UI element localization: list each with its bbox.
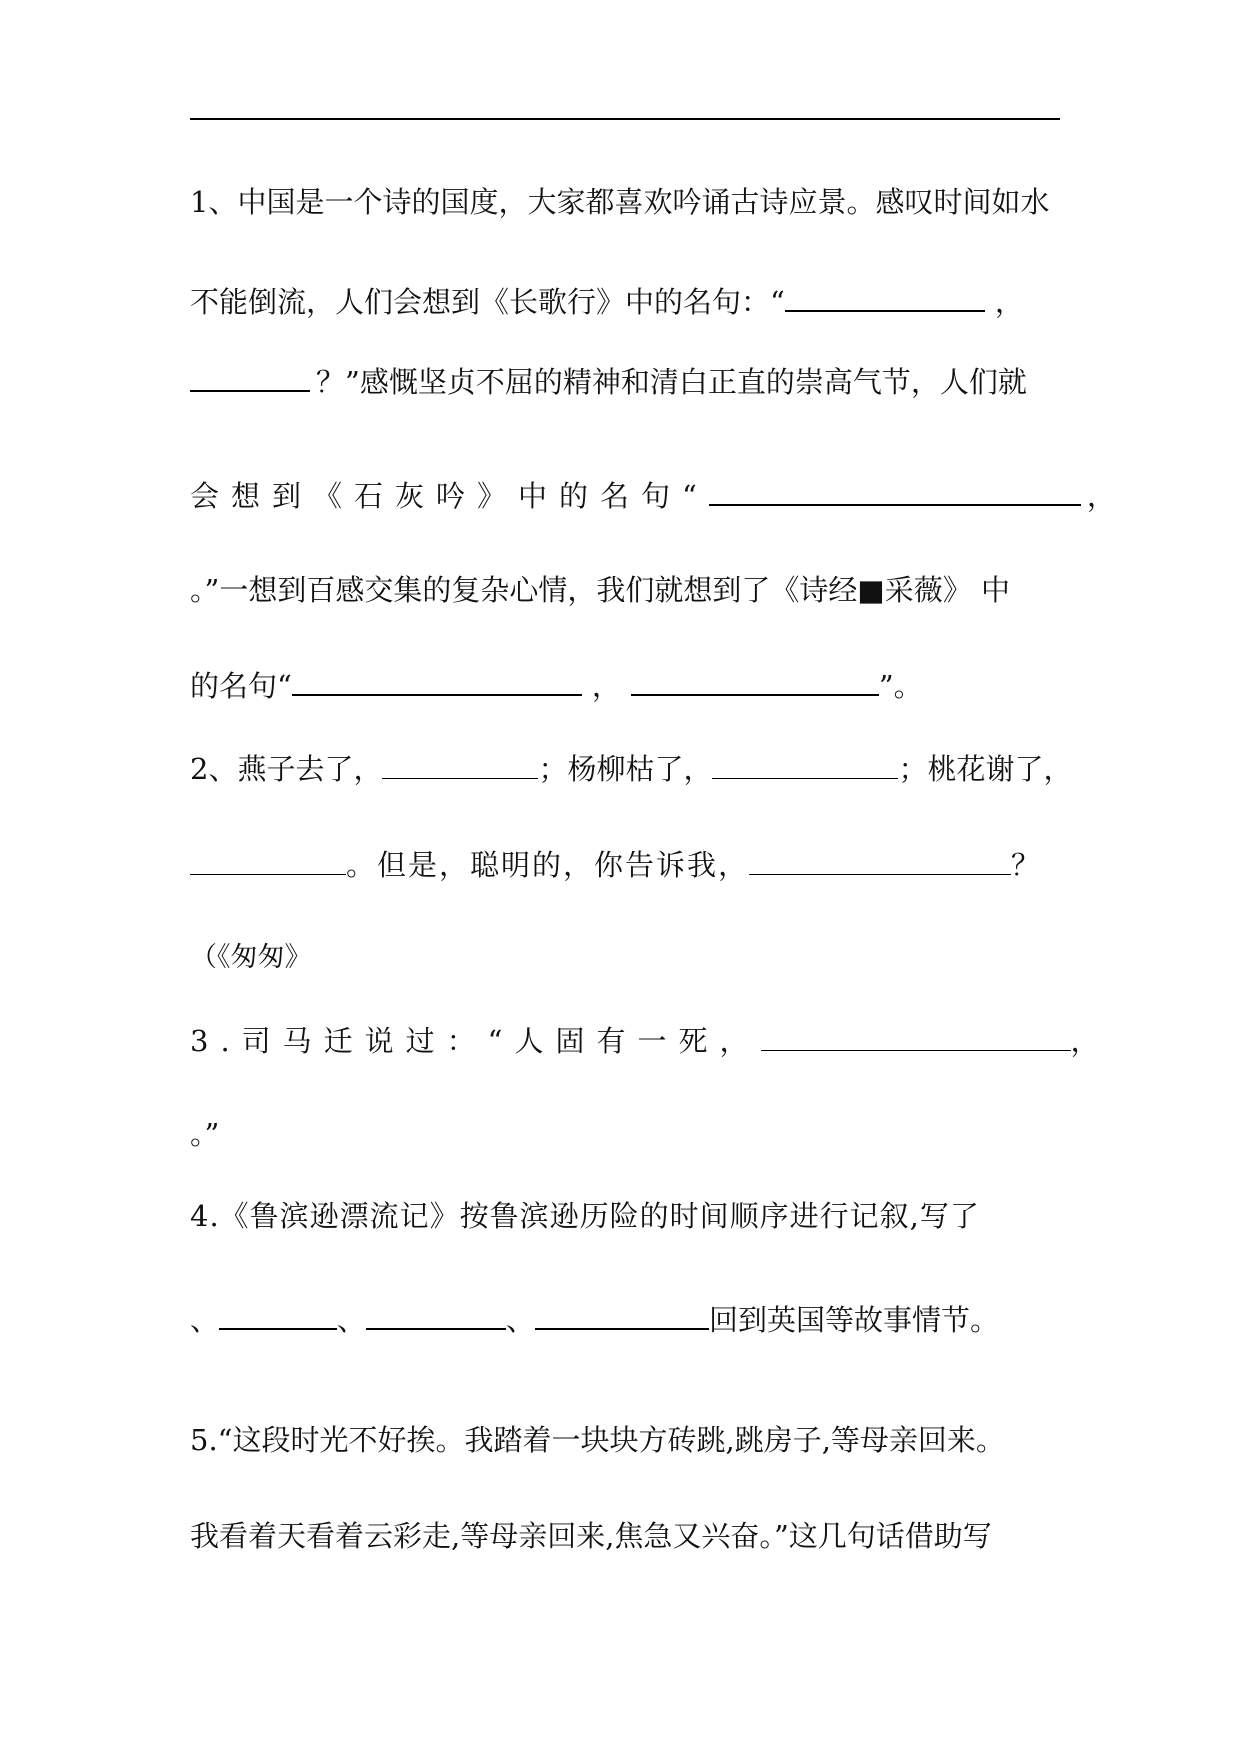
answer-blank[interactable] [190, 360, 310, 392]
q1-text-6a: 的名句“ [190, 669, 292, 703]
q2-text-2b: ？ [1011, 848, 1041, 882]
q5-line-2 [190, 1516, 992, 1556]
answer-blank[interactable] [382, 748, 538, 779]
q2-line-2 [190, 844, 1040, 885]
q3-line-2 [190, 1114, 219, 1154]
q4-text-2b: 、 [337, 1303, 367, 1337]
q1-line-5 [190, 570, 1010, 610]
answer-blank[interactable] [761, 1020, 1071, 1051]
q1-line-2 [190, 280, 1024, 322]
q1-text-6c: ”。 [878, 669, 923, 703]
q1-line-4 [190, 474, 1128, 516]
q4-text-2a: 、 [190, 1303, 220, 1337]
q1-text-4b: ， [1086, 479, 1128, 513]
answer-blank[interactable] [749, 844, 1011, 875]
q1-text-4a: 会想到《石灰吟》中的名句“ [190, 479, 709, 513]
answer-blank[interactable] [292, 664, 582, 696]
q3-text-1b: ， [1070, 1024, 1112, 1058]
q5-text-1: 5.“这段时光不好挨。我踏着一块块方砖跳,跳房子,等母亲回来。 [190, 1423, 1005, 1457]
q1-text-5: 。”一想到百感交集的复杂心情，我们就想到了《诗经■采薇》 中 [190, 573, 1010, 607]
q5-line-1 [190, 1420, 1005, 1460]
q4-text-2d: 回到英国等故事情节。 [709, 1303, 1000, 1337]
q1-text-3a: ？”感慨坚贞不屈的精神和清白正直的崇高气节，人们就 [316, 365, 1027, 399]
answer-blank[interactable] [535, 1298, 709, 1330]
q1-text-2a: 不能倒流，人们会想到《长歌行》中的名句：“ [190, 285, 785, 319]
q2-text-1a: 2、燕子去了， [190, 752, 383, 786]
q4-line-2 [190, 1298, 999, 1340]
q2-text-2a: 。但是，聪明的，你告诉我， [346, 848, 750, 882]
q3-text-2: 。” [190, 1117, 220, 1151]
answer-blank[interactable] [631, 664, 879, 696]
q4-line-1 [190, 1196, 980, 1236]
answer-blank[interactable] [712, 748, 898, 779]
q3-line-1 [190, 1020, 1112, 1061]
header-rule [190, 118, 1060, 120]
answer-blank[interactable] [219, 1298, 337, 1330]
q1-line-3 [190, 360, 1027, 402]
q2-source: （《匆匆》 [190, 942, 312, 973]
q4-text-2c: 、 [506, 1303, 536, 1337]
q2-text-1c: ；桃花谢了， [898, 752, 1073, 786]
q1-line-6 [190, 664, 923, 706]
q3-text-1a: 3.司马迁说过：“人固有一死， [190, 1024, 761, 1058]
answer-blank[interactable] [190, 844, 346, 875]
q1-text-1: 1、中国是一个诗的国度，大家都喜欢吟诵古诗应景。感叹时间如水 [190, 185, 1050, 219]
answer-blank[interactable] [785, 280, 985, 312]
q1-text-2b: ， [994, 285, 1024, 319]
q1-line-1 [190, 182, 1049, 222]
answer-blank[interactable] [709, 474, 1081, 506]
q1-text-6b: ， [591, 669, 621, 703]
q2-line-1 [190, 748, 1072, 789]
answer-blank[interactable] [366, 1298, 506, 1330]
q2-text-1b: ；杨柳枯了， [538, 752, 713, 786]
q4-text-1: 4.《鲁滨逊漂流记》按鲁滨逊历险的时间顺序进行记叙,写了 [190, 1199, 980, 1233]
q5-text-2: 我看着天看着云彩走,等母亲回来,焦急又兴奋。”这几句话借助写 [190, 1519, 992, 1553]
